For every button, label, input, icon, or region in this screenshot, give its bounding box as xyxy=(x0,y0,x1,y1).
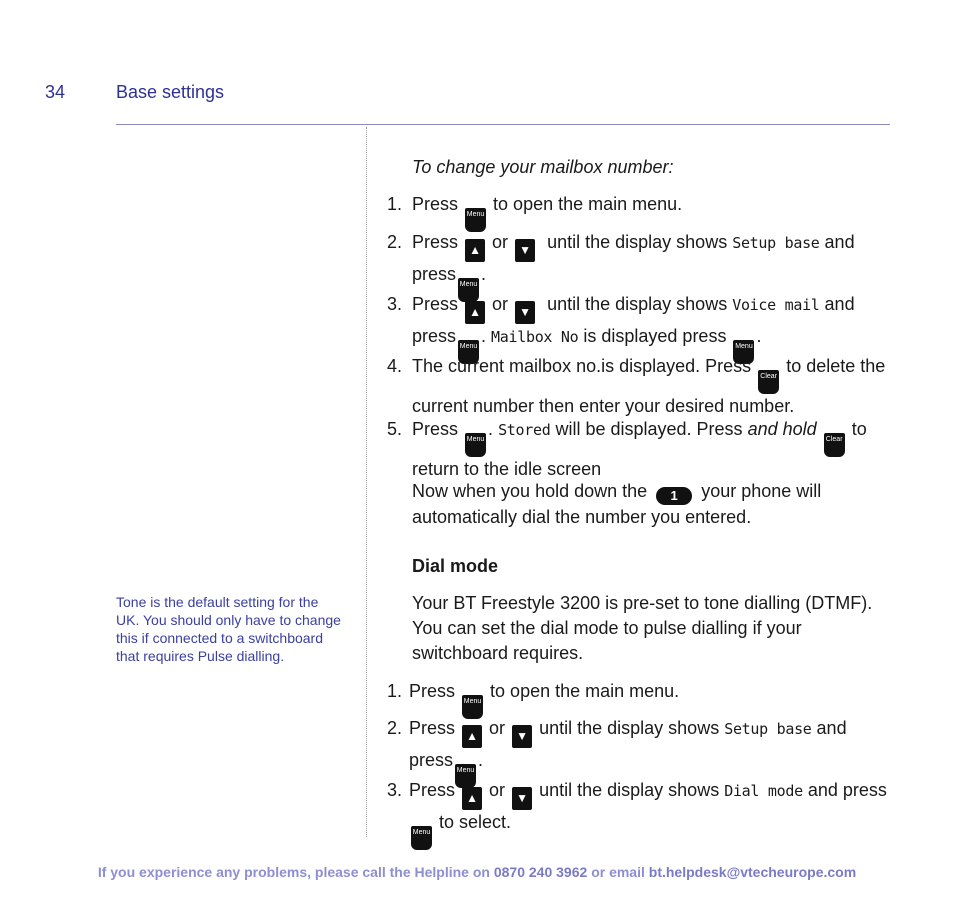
step-text: and press xyxy=(409,718,847,770)
step-text: is displayed press xyxy=(583,326,727,346)
step-number: 5. xyxy=(387,419,403,439)
step-text: to delete the current number then enter your desired number. xyxy=(412,356,886,416)
page-number: 34 xyxy=(45,82,66,102)
menu-key-icon: Menu xyxy=(733,340,754,364)
display-text: Dial mode xyxy=(724,782,803,800)
step-text: until the display shows xyxy=(539,718,720,738)
dial-mode-section xyxy=(387,554,887,579)
step-text: or xyxy=(492,294,509,314)
one-key-icon: 1 xyxy=(656,487,692,505)
step-text: and hold xyxy=(747,419,817,439)
menu-key-icon: Menu xyxy=(465,208,486,232)
helpdesk-email: bt.helpdesk@vtecheurope.com xyxy=(648,864,857,880)
step-text: until the display shows xyxy=(539,780,720,800)
side-note: Tone is the default setting for the UK. You should only have to change this if connected to a switchboard that requires Pulse dialling. xyxy=(116,594,341,664)
dial-mode-intro xyxy=(387,591,887,666)
step-text: or xyxy=(489,718,506,738)
column-divider xyxy=(366,127,367,837)
step-text: Press xyxy=(412,294,459,314)
step-text: or xyxy=(489,780,506,800)
step-text: or xyxy=(492,232,509,252)
step-text: . xyxy=(478,750,484,770)
footer-text: or email xyxy=(591,864,645,880)
menu-key-icon: Menu xyxy=(458,278,479,302)
menu-key-icon: Menu xyxy=(455,764,476,788)
clear-key-icon: Clear xyxy=(824,433,845,457)
clear-key-icon: Clear xyxy=(758,370,779,394)
footer xyxy=(0,864,954,880)
up-arrow-key-icon: ▲ xyxy=(462,725,482,748)
step-number: 1. xyxy=(387,194,403,214)
display-text: Stored xyxy=(498,421,551,439)
mailbox-step-1 xyxy=(387,192,887,232)
step-number: 3. xyxy=(387,780,403,800)
step-text: Press xyxy=(412,232,459,252)
step-text: Press xyxy=(409,681,456,701)
note-text: your phone will automatically dial the number you entered. xyxy=(412,481,822,527)
down-arrow-key-icon: ▼ xyxy=(515,239,535,262)
dial-step-1 xyxy=(387,679,887,719)
step-text: . xyxy=(488,419,494,439)
step-text: and press xyxy=(412,294,855,346)
down-arrow-key-icon: ▼ xyxy=(515,301,535,324)
menu-key-icon: Menu xyxy=(411,826,432,850)
step-text: to return to the idle screen xyxy=(412,419,867,479)
display-text: Setup base xyxy=(732,234,820,252)
mailbox-step-4 xyxy=(387,354,887,419)
down-arrow-key-icon: ▼ xyxy=(512,725,532,748)
step-number: 1. xyxy=(387,681,403,701)
step-text: . xyxy=(481,264,487,284)
step-text: to select. xyxy=(439,812,512,832)
up-arrow-key-icon: ▲ xyxy=(462,787,482,810)
footer-text: If you experience any problems, please call the Helpline on xyxy=(97,864,490,880)
menu-key-icon: Menu xyxy=(465,433,486,457)
mailbox-note xyxy=(387,479,887,530)
menu-key-icon: Menu xyxy=(462,695,483,719)
step-text: until the display shows xyxy=(547,294,728,314)
step-number: 4. xyxy=(387,356,403,376)
step-text: will be displayed. Press xyxy=(555,419,743,439)
up-arrow-key-icon: ▲ xyxy=(465,239,485,262)
down-arrow-key-icon: ▼ xyxy=(512,787,532,810)
display-text: Mailbox No xyxy=(491,328,579,346)
note-text: Now when you hold down the xyxy=(412,481,648,501)
step-text: . xyxy=(756,326,762,346)
step-number: 3. xyxy=(387,294,403,314)
dial-mode-intro-text: Your BT Freestyle 3200 is pre-set to tone dialling (DTMF). You can set the dial mode to pulse dialling if your switchboard requires. xyxy=(412,593,873,663)
header-divider xyxy=(116,124,890,125)
step-text: Press xyxy=(409,718,456,738)
mailbox-step-5 xyxy=(387,417,887,482)
step-number: 2. xyxy=(387,232,403,252)
step-text: and press xyxy=(412,232,855,284)
step-text: Press xyxy=(412,194,459,214)
mailbox-intro xyxy=(387,155,887,180)
up-arrow-key-icon: ▲ xyxy=(465,301,485,324)
step-text: . xyxy=(481,326,487,346)
step-text: to open the main menu. xyxy=(490,681,680,701)
dial-step-3 xyxy=(387,778,887,850)
step-number: 2. xyxy=(387,718,403,738)
step-text: The current mailbox no.is displayed. Press xyxy=(412,356,752,376)
display-text: Voice mail xyxy=(732,296,820,314)
mailbox-intro-text: To change your mailbox number: xyxy=(412,157,674,177)
step-text: Press xyxy=(409,780,456,800)
step-text: Press xyxy=(412,419,459,439)
section-heading: Dial mode xyxy=(412,556,499,576)
menu-key-icon: Menu xyxy=(458,340,479,364)
step-text: until the display shows xyxy=(547,232,728,252)
page-title: Base settings xyxy=(116,82,225,102)
display-text: Setup base xyxy=(724,720,812,738)
step-text: and press xyxy=(807,780,887,800)
step-text: to open the main menu. xyxy=(493,194,683,214)
helpline-number: 0870 240 3962 xyxy=(493,864,588,880)
